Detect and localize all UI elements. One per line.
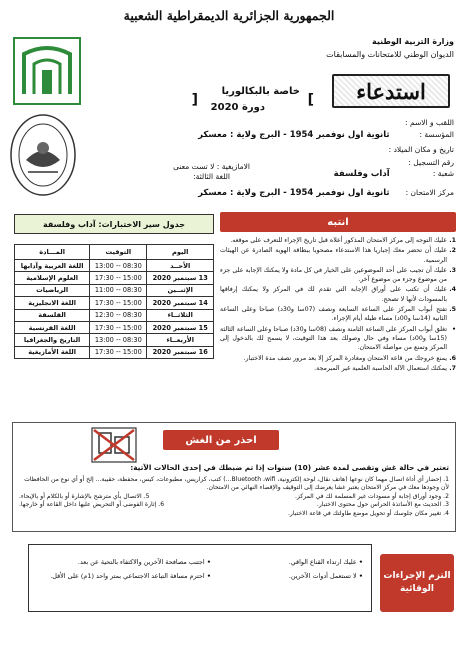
fraud-intro: تعتبر في حالة غش وتقصى لمدة عشر (10) سنوات إذا تم ضبطك في إحدى الحالات الآتية: <box>130 463 449 472</box>
office-heading: الديوان الوطني للامتحانات والمسابقات <box>326 50 454 59</box>
birth-field <box>389 145 454 154</box>
center-label: مركز الامتحان : <box>405 188 454 197</box>
time-cell: 15:00 -- 17:30 <box>90 321 147 333</box>
convocation-document <box>8 6 460 652</box>
list-item: 5. الاتصال بأي مترشح بالإشارة أو بالكلام أو بالإيحاء. <box>19 492 150 500</box>
day-cell: الأحــد <box>147 260 214 272</box>
table-row <box>15 321 214 333</box>
convocation-title-box <box>332 74 450 108</box>
day-cell: الثلاثــاء <box>147 309 214 321</box>
time-cell: 08:30 -- 11:00 <box>90 284 147 296</box>
list-item: • احترم مسافة التباعد الاجتماعي بمتر واحد (1م) على الأقل. <box>50 569 211 583</box>
time-cell: 15:00 -- 17:30 <box>90 346 147 358</box>
list-item: 3. الحديث مع الأساتذة الحراس حول محتوى الاختبار. <box>316 501 449 509</box>
ministry-heading: وزارة التربية الوطنية <box>371 37 454 46</box>
subject-cell: اللغة الانجليزية <box>15 297 90 309</box>
list-item: 2. عليك أن تحضر معك إجباريا هذا الاستدعاء مصحوبا ببطاقة الهوية الصادرة عن الهيئات الرسمية. <box>220 247 456 264</box>
center-value: ثانوية اول نوفمبر 1954 - البرج ولاية : معسكر <box>198 188 390 198</box>
notice-text: عليك التوجه إلى مركز الامتحان المذكور أعلاه قبل تاريخ الإجراء للتعرف على موقعه. <box>230 237 447 244</box>
header-day: اليوم <box>147 245 214 260</box>
list-item: 3. عليك أن تجيب على أحد الموضوعين على الخيار في كل مادة ولا يمكنك الإجابة على جزء من موضوع وجزء من موضوع آخر. <box>220 266 456 284</box>
table-row <box>15 284 214 296</box>
time-cell: 15:00 -- 17:30 <box>90 272 147 284</box>
exam-session: دورة 2020 <box>210 102 265 113</box>
table-row <box>15 309 214 321</box>
stream-label: شعبة : <box>432 169 454 178</box>
day-cell: 14 سبتمبر 2020 <box>147 297 214 309</box>
subject-cell: الفلسفة <box>15 309 90 321</box>
amazigh-label: الامازيغية : لا تست معنى <box>173 162 250 171</box>
day-cell: الإثنــين <box>147 284 214 296</box>
notice-text: تغلق أبواب المركز على الساعة الثامنة ونصف (08سا و30د) صباحا وعلى الساعة الثالثة (15سا و00د) مساء وفي حال وصولك بعد هذا التوقيت، لا يسمح لك بالدخول إلى المركز وتمنع من مواصلة الامتحان. <box>220 325 447 352</box>
official-seal-icon <box>8 112 78 198</box>
republic-heading: الجمهورية الجزائرية الديمقراطية الشعبية <box>123 8 335 23</box>
institution-label: المؤسسة : <box>419 130 454 139</box>
time-cell: 15:00 -- 17:30 <box>90 297 147 309</box>
list-item: 6. إثارة الفوضى أو التحريض عليها داخل القاعة أو خارجها. <box>19 501 165 509</box>
notice-text: عليك أن تحضر معك إجباريا هذا الاستدعاء مصحوبا ببطاقة الهوية الصادرة عن الهيئات الرسمية. <box>220 247 447 264</box>
notice-text: يمكنك استعمال الآلة الحاسبة العلمية غير المبرمجة. <box>314 364 447 372</box>
time-cell: 08:30 -- 13:00 <box>90 334 147 346</box>
registration-label: رقم التسجيل : <box>408 158 454 167</box>
subject-cell: اللغة العربية وآدابها <box>15 260 90 272</box>
prevention-title: التزم الإجراءات الوقائية <box>380 554 454 612</box>
table-row <box>15 272 214 284</box>
fraud-list <box>19 476 449 518</box>
list-item: 4. عليك أن تكتب على أوراق الإجابة التي تقدم لك في المركز ولا يمكنك إرفاقها بالمسودات لأنها لا تصحح. <box>220 286 456 303</box>
institution-field <box>198 130 454 140</box>
subject-cell: اللغة الفرنسية <box>15 321 90 333</box>
third-language-label: اللغة الثالثة: <box>193 172 230 181</box>
birth-label: تاريخ و مكان الميلاد : <box>388 145 454 154</box>
fraud-title: احذر من الغش <box>163 430 279 450</box>
subject-cell: العلوم الإسلامية <box>15 272 90 284</box>
day-cell: 15 سبتمبر 2020 <box>147 321 214 333</box>
list-item: 2. وجود أوراق إجابة أو مسودات غير المسلمة لك في المركز. <box>295 492 449 500</box>
third-language-field <box>193 172 230 181</box>
table-row <box>15 334 214 346</box>
schedule-table <box>14 244 214 359</box>
exam-type: خاصة بالبكالوريا <box>221 86 300 97</box>
name-field <box>392 118 454 127</box>
day-cell: الأربعــاء <box>147 334 214 346</box>
institution-value: ثانوية اول نوفمبر 1954 - البرج ولاية : معسكر <box>198 130 390 140</box>
day-cell: 16 سبتمبر 2020 <box>147 346 214 358</box>
notice-list <box>220 236 456 374</box>
subject-cell: اللغة الأمازيغية <box>15 346 90 358</box>
list-item: 4. تغيير مكان جلوسك أو تحويل موضع طاولتك في قاعة الاختبار. <box>287 509 449 517</box>
table-row <box>15 346 214 358</box>
notice-text: عليك أن تكتب على أوراق الإجابة التي تقدم لك في المركز ولا يمكنك إرفاقها بالمسودات لأنها لا تصحح. <box>220 286 447 303</box>
list-item: 7. يمكنك استعمال الآلة الحاسبة العلمية غير المبرمجة. <box>314 364 456 372</box>
list-item: 1. إحضار أي أداة اتصال مهما كان نوعها (هاتف نقال، لوحة إلكترونية، Bluetooth ،wifi...) كتب، كراريس، مطبوعات، كيس، محفظة، حقيبة... إلخ أو أي نوع من الحافظات لأن وجودها معك في مركز الامتحان يعتبر غشا يعرضك إلى التوقيف والإقصاء النهائي من الامتحان. <box>24 476 449 492</box>
stream-field <box>334 169 454 179</box>
bracket-left: [ <box>191 92 198 108</box>
list-item: 1. عليك التوجه إلى مركز الامتحان المذكور أعلاه قبل تاريخ الإجراء للتعرف على موقعه. <box>230 237 456 244</box>
name-label: اللقب و الاسم : <box>405 118 454 127</box>
stream-value: آداب وفلسفة <box>333 169 390 179</box>
table-row <box>15 260 214 272</box>
list-item: • عليك ارتداء القناع الواقي. <box>289 555 363 569</box>
time-cell: 08:30 -- 12:30 <box>90 309 147 321</box>
list-item: • اجتنب مصافحة الآخرين والاكتفاء بالتحية عن بعد. <box>50 555 211 569</box>
list-item: • تغلق أبواب المركز على الساعة الثامنة ونصف (08سا و30د) صباحا وعلى الساعة الثالثة (15سا و00د) مساء وفي حال وصولك بعد هذا التوقيت، لا يسمح لك بالدخول إلى المركز وتمنع من مواصلة الامتحان. <box>220 325 456 352</box>
registration-field <box>392 158 454 167</box>
office-logo-icon <box>12 36 82 106</box>
time-cell: 08:30 -- 13:00 <box>90 260 147 272</box>
schedule-header-row <box>15 245 214 260</box>
day-cell: 13 سبتمبر 2020 <box>147 272 214 284</box>
header-subject: المـــادة <box>15 245 90 260</box>
notice-text: تفتح أبواب المركز على الساعة السابعة ونصف (07سا و30د) صباحا وعلى الساعة الثانية (14سا و00د) مساء طيلة أيام الإجراء. <box>220 306 447 323</box>
center-field <box>198 188 454 198</box>
list-item: 5. تفتح أبواب المركز على الساعة السابعة ونصف (07سا و30د) صباحا وعلى الساعة الثانية (14سا و00د) مساء طيلة أيام الإجراء. <box>220 306 456 323</box>
fraud-section <box>12 422 456 532</box>
table-row <box>15 297 214 309</box>
amazigh-field <box>173 162 250 171</box>
schedule-title: جدول سير الاختبارات: آداب وفلسفة <box>14 214 214 234</box>
notice-text: يمنع خروجك من قاعة الامتحان ومغادرة المركز إلا بعد مرور نصف مدة الاختبار. <box>243 354 447 362</box>
convocation-title: استدعاء <box>356 78 426 104</box>
no-phone-warning-icon <box>91 427 137 463</box>
list-item: • لا تستعمل أدوات الآخرين. <box>289 569 363 583</box>
subject-cell: التاريخ والجغرافيا <box>15 334 90 346</box>
fraud-row <box>19 493 449 501</box>
prevention-column-left <box>50 555 211 583</box>
notice-text: عليك أن تجيب على أحد الموضوعين على الخيار في كل مادة ولا يمكنك الإجابة على جزء من موضوع وجزء من موضوع آخر. <box>220 266 447 284</box>
prevention-box <box>28 544 372 612</box>
header-time: التوقيت <box>90 245 147 260</box>
fraud-row <box>19 501 449 509</box>
prevention-column-right <box>289 555 363 583</box>
notice-title: انتبه <box>220 212 456 232</box>
list-item: 6. يمنع خروجك من قاعة الامتحان ومغادرة المركز إلا بعد مرور نصف مدة الاختبار. <box>243 354 456 362</box>
bracket-right: ] <box>307 92 314 108</box>
subject-cell: الرياضيات <box>15 284 90 296</box>
